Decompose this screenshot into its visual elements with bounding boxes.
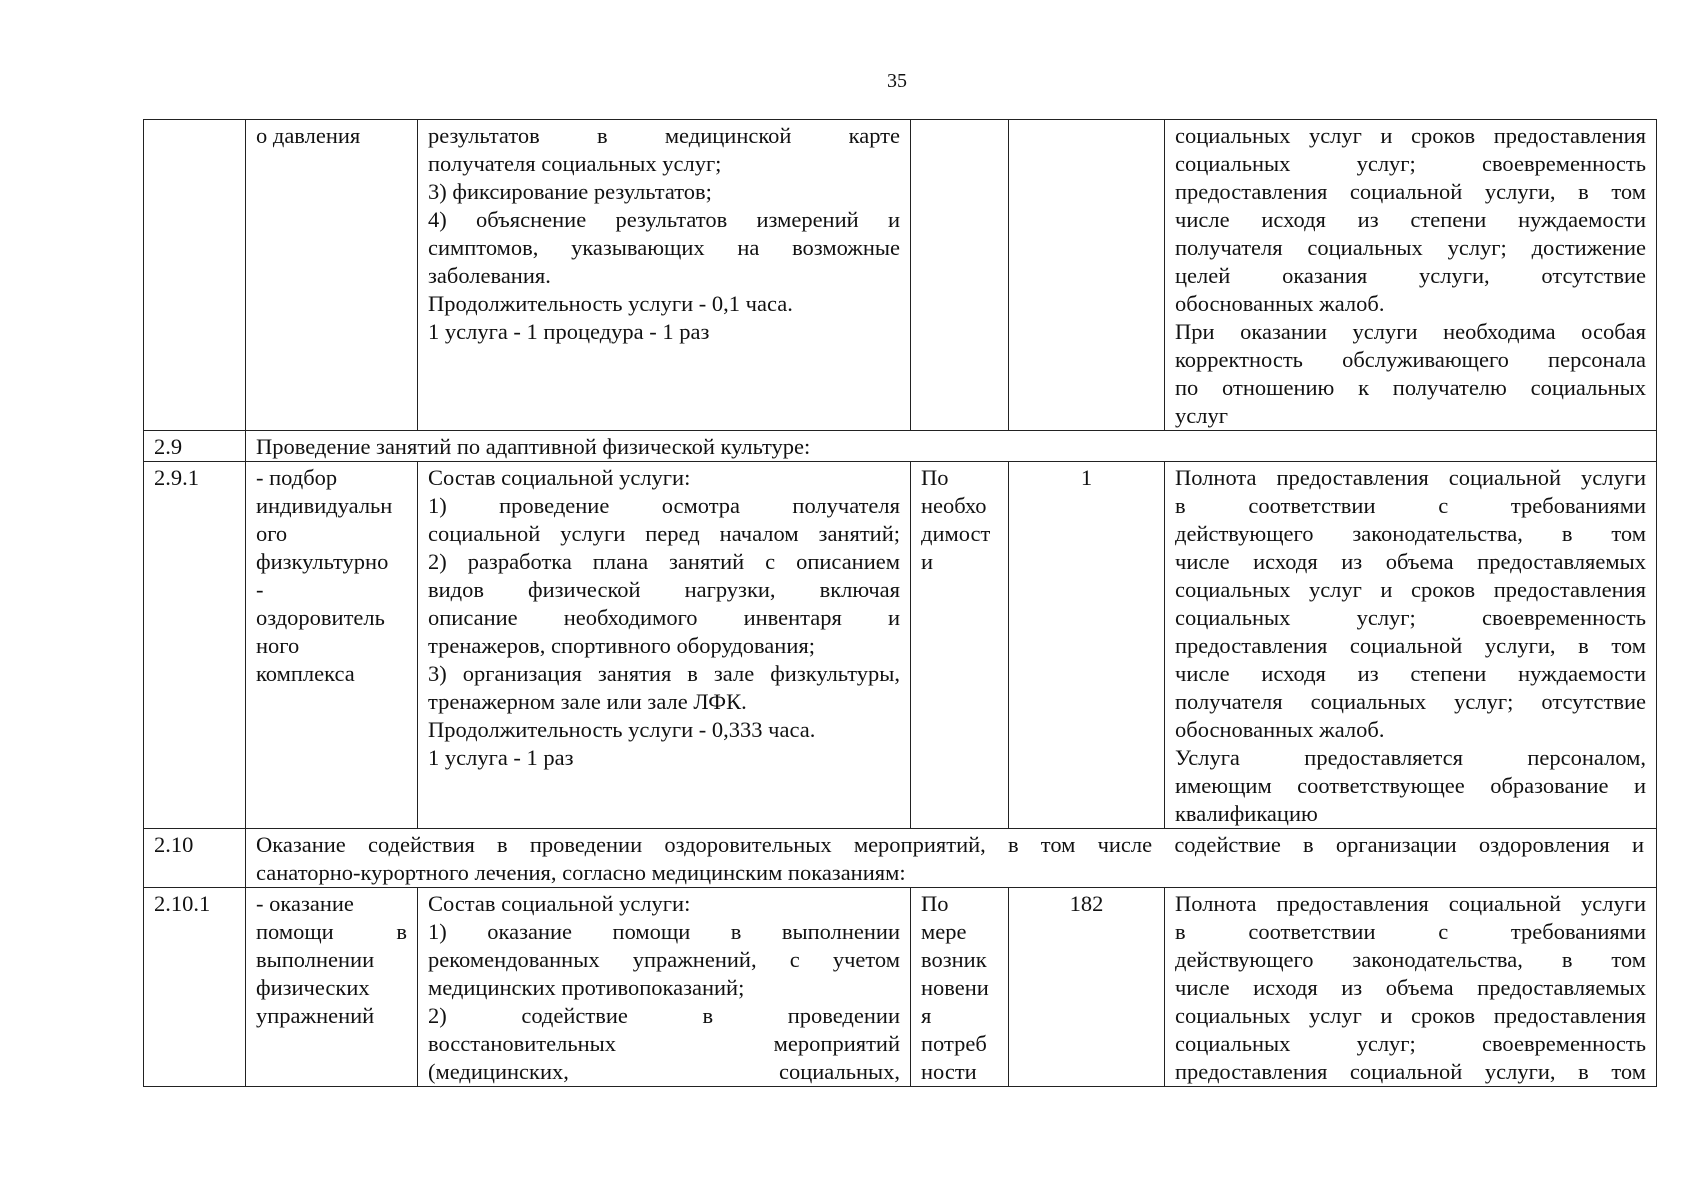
text-line: числе исходя из объема предоставляемых — [1175, 975, 1646, 1000]
table-row-section-2-10 — [144, 829, 1657, 888]
text-line: действующего законодательства, в том — [1175, 947, 1646, 972]
text-line: 2) содействие в проведении — [428, 1003, 900, 1028]
text-line: ого — [256, 521, 288, 546]
text-line: симптомов, указывающих на возможные — [428, 235, 900, 260]
text-line: физических — [256, 975, 370, 1000]
text-line: в соответствии с требованиями — [1175, 493, 1646, 518]
text-line: - подбор — [256, 465, 338, 490]
text-line: 1 услуга - 1 процедура - 1 раз — [428, 319, 710, 344]
cell-number: 2.9 — [144, 431, 246, 462]
text-line: Состав социальной услуги: — [428, 465, 691, 490]
services-table — [143, 119, 1657, 1087]
text-line: социальных услуг; своевременность — [1175, 605, 1646, 630]
text-line: получателя социальных услуг; достижение — [1175, 235, 1646, 260]
text-line: потреб — [921, 1031, 987, 1056]
page-number: 35 — [887, 70, 907, 92]
text-line: димост — [921, 521, 991, 546]
text-line: видов физической нагрузки, включая — [428, 577, 900, 602]
text-line: предоставления социальной услуги, в том — [1175, 1059, 1646, 1084]
cell-number: 2.10 — [144, 829, 246, 888]
text-line: 1) оказание помощи в выполнении — [428, 919, 900, 944]
text-line: числе исходя из степени нуждаемости — [1175, 207, 1646, 232]
cell-section-title: Проведение занятий по адаптивной физической культуре: — [246, 431, 1657, 462]
text-line: комплекса — [256, 661, 355, 686]
text-line: возник — [921, 947, 987, 972]
cell-number — [144, 120, 246, 431]
cell-count: 182 — [1009, 888, 1165, 1087]
text-line: числе исходя из объема предоставляемых — [1175, 549, 1646, 574]
text-line: обоснованных жалоб. — [1175, 291, 1385, 316]
text-line: Услуга предоставляется персоналом, — [1175, 745, 1646, 770]
cell-period — [911, 462, 1009, 829]
text-line: по отношению к получателю социальных — [1175, 375, 1646, 400]
table-row-section-2-9 — [144, 431, 1657, 462]
cell-quality — [1165, 888, 1657, 1087]
text-line: 3) фиксирование результатов; — [428, 179, 712, 204]
text-line: санаторно-курортного лечения, согласно медицинским показаниям: — [256, 860, 906, 885]
text-line: квалификацию — [1175, 801, 1318, 826]
text-line: и — [921, 549, 934, 574]
text-line: По — [921, 465, 949, 490]
table-row-2-10-1 — [144, 888, 1657, 1087]
text-line: тренажеров, спортивного оборудования; — [428, 633, 815, 658]
text-line: о давления — [256, 123, 361, 148]
text-line: рекомендованных упражнений, с учетом — [428, 947, 900, 972]
text-line: - оказание — [256, 891, 354, 916]
text-line: услуг — [1175, 403, 1228, 428]
text-line: описание необходимого инвентаря и — [428, 605, 900, 630]
table-row-continuation — [144, 120, 1657, 431]
cell-period — [911, 120, 1009, 431]
text-line: социальных услуг; своевременность — [1175, 1031, 1646, 1056]
text-line: социальных услуг и сроков предоставления — [1175, 123, 1646, 148]
text-line: 3) организация занятия в зале физкультуры, — [428, 661, 900, 686]
text-line: имеющим соответствующее образование и — [1175, 773, 1646, 798]
cell-quality — [1165, 462, 1657, 829]
text-line: Состав социальной услуги: — [428, 891, 691, 916]
text-line: заболевания. — [428, 263, 551, 288]
text-line: - — [256, 577, 264, 602]
text-line: получателя социальных услуг; отсутствие — [1175, 689, 1646, 714]
text-line: (медицинских, социальных, — [428, 1059, 900, 1084]
text-line: индивидуальн — [256, 493, 393, 518]
text-line: Оказание содействия в проведении оздоровительных мероприятий, в том числе содействие в организации оздоровления и — [256, 832, 1644, 857]
text-line: упражнений — [256, 1003, 375, 1028]
text-line: оздоровитель — [256, 605, 385, 630]
text-line: Полнота предоставления социальной услуги — [1175, 891, 1646, 916]
text-line: социальных услуг; своевременность — [1175, 151, 1646, 176]
text-line: числе исходя из степени нуждаемости — [1175, 661, 1646, 686]
text-line: 4) объяснение результатов измерений и — [428, 207, 900, 232]
text-line: Полнота предоставления социальной услуги — [1175, 465, 1646, 490]
cell-service-name — [246, 462, 418, 829]
cell-section-title — [246, 829, 1657, 888]
text-line: обоснованных жалоб. — [1175, 717, 1385, 742]
cell-number: 2.10.1 — [144, 888, 246, 1087]
text-line: целей оказания услуги, отсутствие — [1175, 263, 1646, 288]
cell-number: 2.9.1 — [144, 462, 246, 829]
text-line: выполнении — [256, 947, 375, 972]
text-line: корректность обслуживающего персонала — [1175, 347, 1646, 372]
text-line: медицинских противопоказаний; — [428, 975, 745, 1000]
cell-service-content — [418, 462, 911, 829]
text-line: ности — [921, 1059, 977, 1084]
text-line: ного — [256, 633, 300, 658]
cell-service-name — [246, 120, 418, 431]
cell-service-content — [418, 888, 911, 1087]
text-line: помощи в — [256, 919, 407, 944]
text-line: я — [921, 1003, 932, 1028]
text-line: предоставления социальной услуги, в том — [1175, 633, 1646, 658]
text-line: результатов в медицинской карте — [428, 123, 900, 148]
text-line: физкультурно — [256, 549, 389, 574]
cell-count — [1009, 120, 1165, 431]
text-line: тренажерном зале или зале ЛФК. — [428, 689, 747, 714]
text-line: получателя социальных услуг; — [428, 151, 722, 176]
text-line: мере — [921, 919, 967, 944]
cell-quality — [1165, 120, 1657, 431]
text-line: социальных услуг и сроков предоставления — [1175, 1003, 1646, 1028]
text-line: 1) проведение осмотра получателя — [428, 493, 900, 518]
cell-period — [911, 888, 1009, 1087]
text-line: Продолжительность услуги - 0,333 часа. — [428, 717, 816, 742]
text-line: По — [921, 891, 949, 916]
text-line: социальных услуг и сроков предоставления — [1175, 577, 1646, 602]
text-line: 2) разработка плана занятий с описанием — [428, 549, 900, 574]
text-line: новени — [921, 975, 989, 1000]
cell-service-name — [246, 888, 418, 1087]
cell-count: 1 — [1009, 462, 1165, 829]
text-line: 1 услуга - 1 раз — [428, 745, 574, 770]
text-line: социальной услуги перед началом занятий; — [428, 521, 900, 546]
text-line: в соответствии с требованиями — [1175, 919, 1646, 944]
table-row-2-9-1 — [144, 462, 1657, 829]
text-line: При оказании услуги необходима особая — [1175, 319, 1646, 344]
text-line: Продолжительность услуги - 0,1 часа. — [428, 291, 793, 316]
text-line: действующего законодательства, в том — [1175, 521, 1646, 546]
cell-service-content — [418, 120, 911, 431]
text-line: восстановительных мероприятий — [428, 1031, 900, 1056]
text-line: предоставления социальной услуги, в том — [1175, 179, 1646, 204]
text-line: необхо — [921, 493, 987, 518]
